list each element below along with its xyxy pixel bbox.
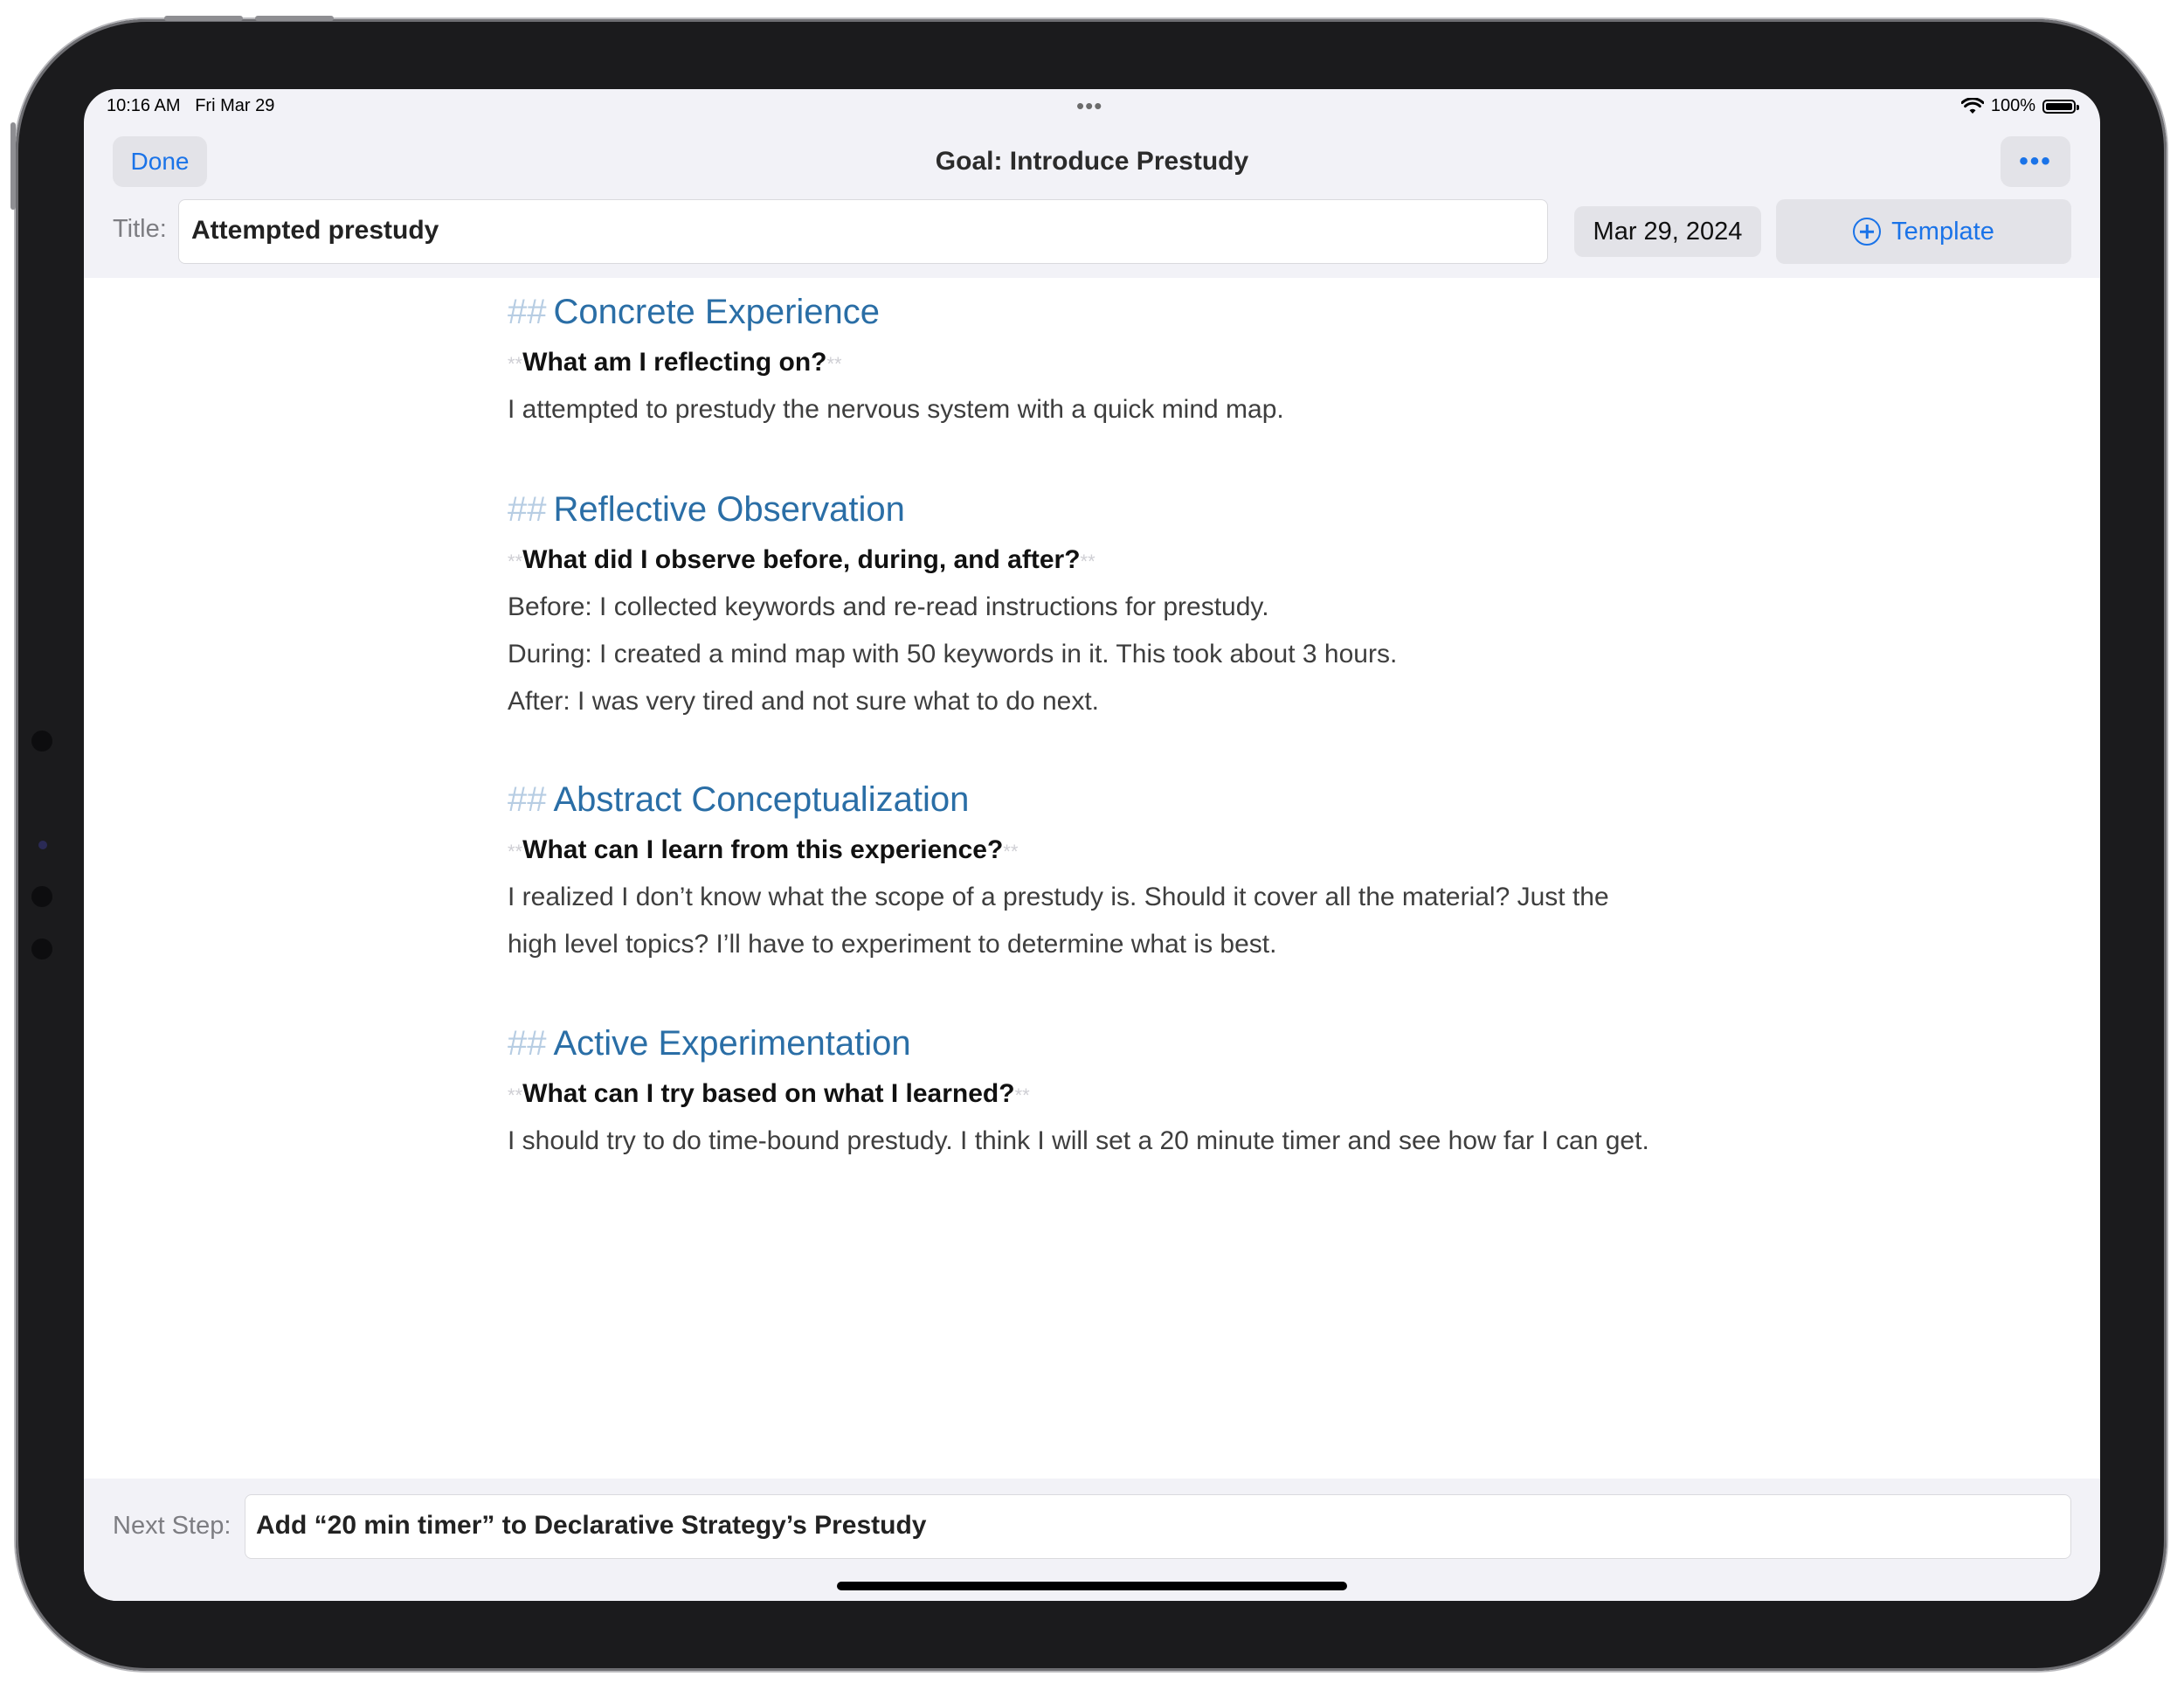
section-line: During: I created a mind map with 50 keywords in it. This took about 3 hours. [508, 640, 1398, 668]
section-question-text: What can I learn from this experience? [522, 835, 1004, 864]
done-button[interactable]: Done [113, 136, 207, 187]
screen [84, 89, 2100, 1601]
section-line: After: I was very tired and not sure what to do next. [508, 687, 1100, 716]
status-indicators [1961, 96, 2076, 116]
camera-dot [31, 731, 52, 751]
section-concrete-experience [508, 285, 1783, 433]
section-question-text: What did I observe before, during, and after? [522, 545, 1081, 574]
status-time [107, 96, 274, 116]
section-active-experimentation [508, 1016, 1783, 1165]
bold-markup: ** [508, 1084, 523, 1106]
bold-markup: ** [1014, 1084, 1030, 1106]
next-step-label: Next Step: [113, 1512, 232, 1540]
battery-percent: 100% [1990, 96, 2035, 115]
entry-header [84, 199, 2100, 266]
section-heading [508, 482, 1783, 537]
section-line: I realized I don’t know what the scope of a prestudy is. Should it cover all the material? Just the [508, 883, 1609, 911]
status-date: Fri Mar 29 [195, 96, 275, 115]
section-line: Before: I collected keywords and re-read instructions for prestudy. [508, 592, 1269, 621]
section-question [508, 537, 1783, 584]
battery-icon [2042, 100, 2076, 114]
plus-circle-icon [1853, 218, 1881, 246]
bold-markup: ** [508, 353, 523, 375]
heading-markup: ## [508, 293, 547, 331]
heading-markup: ## [508, 780, 547, 819]
section-heading-text: Concrete Experience [553, 293, 881, 331]
section-heading-text: Abstract Conceptualization [553, 780, 970, 819]
section-line: I should try to do time-bound prestudy. I think I will set a 20 minute timer and see how far I can get. [508, 1126, 1649, 1155]
camera-dot [31, 886, 52, 907]
camera-dot [38, 841, 47, 849]
section-question [508, 1070, 1783, 1118]
bold-markup: ** [508, 551, 523, 572]
status-bar [84, 89, 2100, 122]
section-question-text: What can I try based on what I learned? [522, 1079, 1015, 1108]
section-heading [508, 772, 1783, 827]
markdown-editor[interactable] [84, 278, 2100, 1479]
volume-button [255, 16, 334, 21]
section-line: high level topics? I’ll have to experiment to determine what is best. [508, 930, 1277, 959]
bold-markup: ** [508, 841, 523, 862]
bold-markup: ** [1080, 551, 1095, 572]
home-indicator[interactable] [837, 1582, 1347, 1590]
section-heading [508, 285, 1783, 339]
bold-markup: ** [826, 353, 842, 375]
section-reflective-observation [508, 482, 1783, 725]
section-heading-text: Active Experimentation [553, 1024, 911, 1063]
wifi-icon [1961, 98, 1984, 115]
camera-dot [31, 939, 52, 959]
multitasking-dots-icon[interactable]: ••• [1076, 93, 1103, 119]
section-heading-text: Reflective Observation [553, 490, 905, 529]
status-clock: 10:16 AM [107, 96, 181, 115]
navigation-bar [84, 136, 2100, 189]
date-picker[interactable]: Mar 29, 2024 [1574, 206, 1761, 257]
battery-tip [2077, 105, 2079, 110]
heading-markup: ## [508, 490, 547, 529]
bold-markup: ** [1003, 841, 1019, 862]
page-title: Goal: Introduce Prestudy [935, 147, 1249, 176]
heading-markup: ## [508, 1024, 547, 1063]
section-question [508, 339, 1783, 386]
battery-fill [2046, 103, 2072, 110]
volume-button [164, 16, 243, 21]
template-button[interactable] [1776, 199, 2071, 264]
section-question [508, 827, 1783, 874]
section-abstract-conceptualization [508, 772, 1783, 968]
template-button-label: Template [1891, 217, 1994, 246]
power-button [10, 122, 16, 210]
more-options-button[interactable]: ••• [2001, 136, 2070, 187]
section-line: I attempted to prestudy the nervous system with a quick mind map. [508, 395, 1284, 424]
title-label: Title: [113, 215, 167, 243]
section-question-text: What am I reflecting on? [522, 348, 827, 377]
title-field[interactable]: Attempted prestudy [178, 199, 1548, 264]
section-heading [508, 1016, 1783, 1070]
next-step-field[interactable]: Add “20 min timer” to Declarative Strategy’s Prestudy [245, 1494, 2071, 1559]
